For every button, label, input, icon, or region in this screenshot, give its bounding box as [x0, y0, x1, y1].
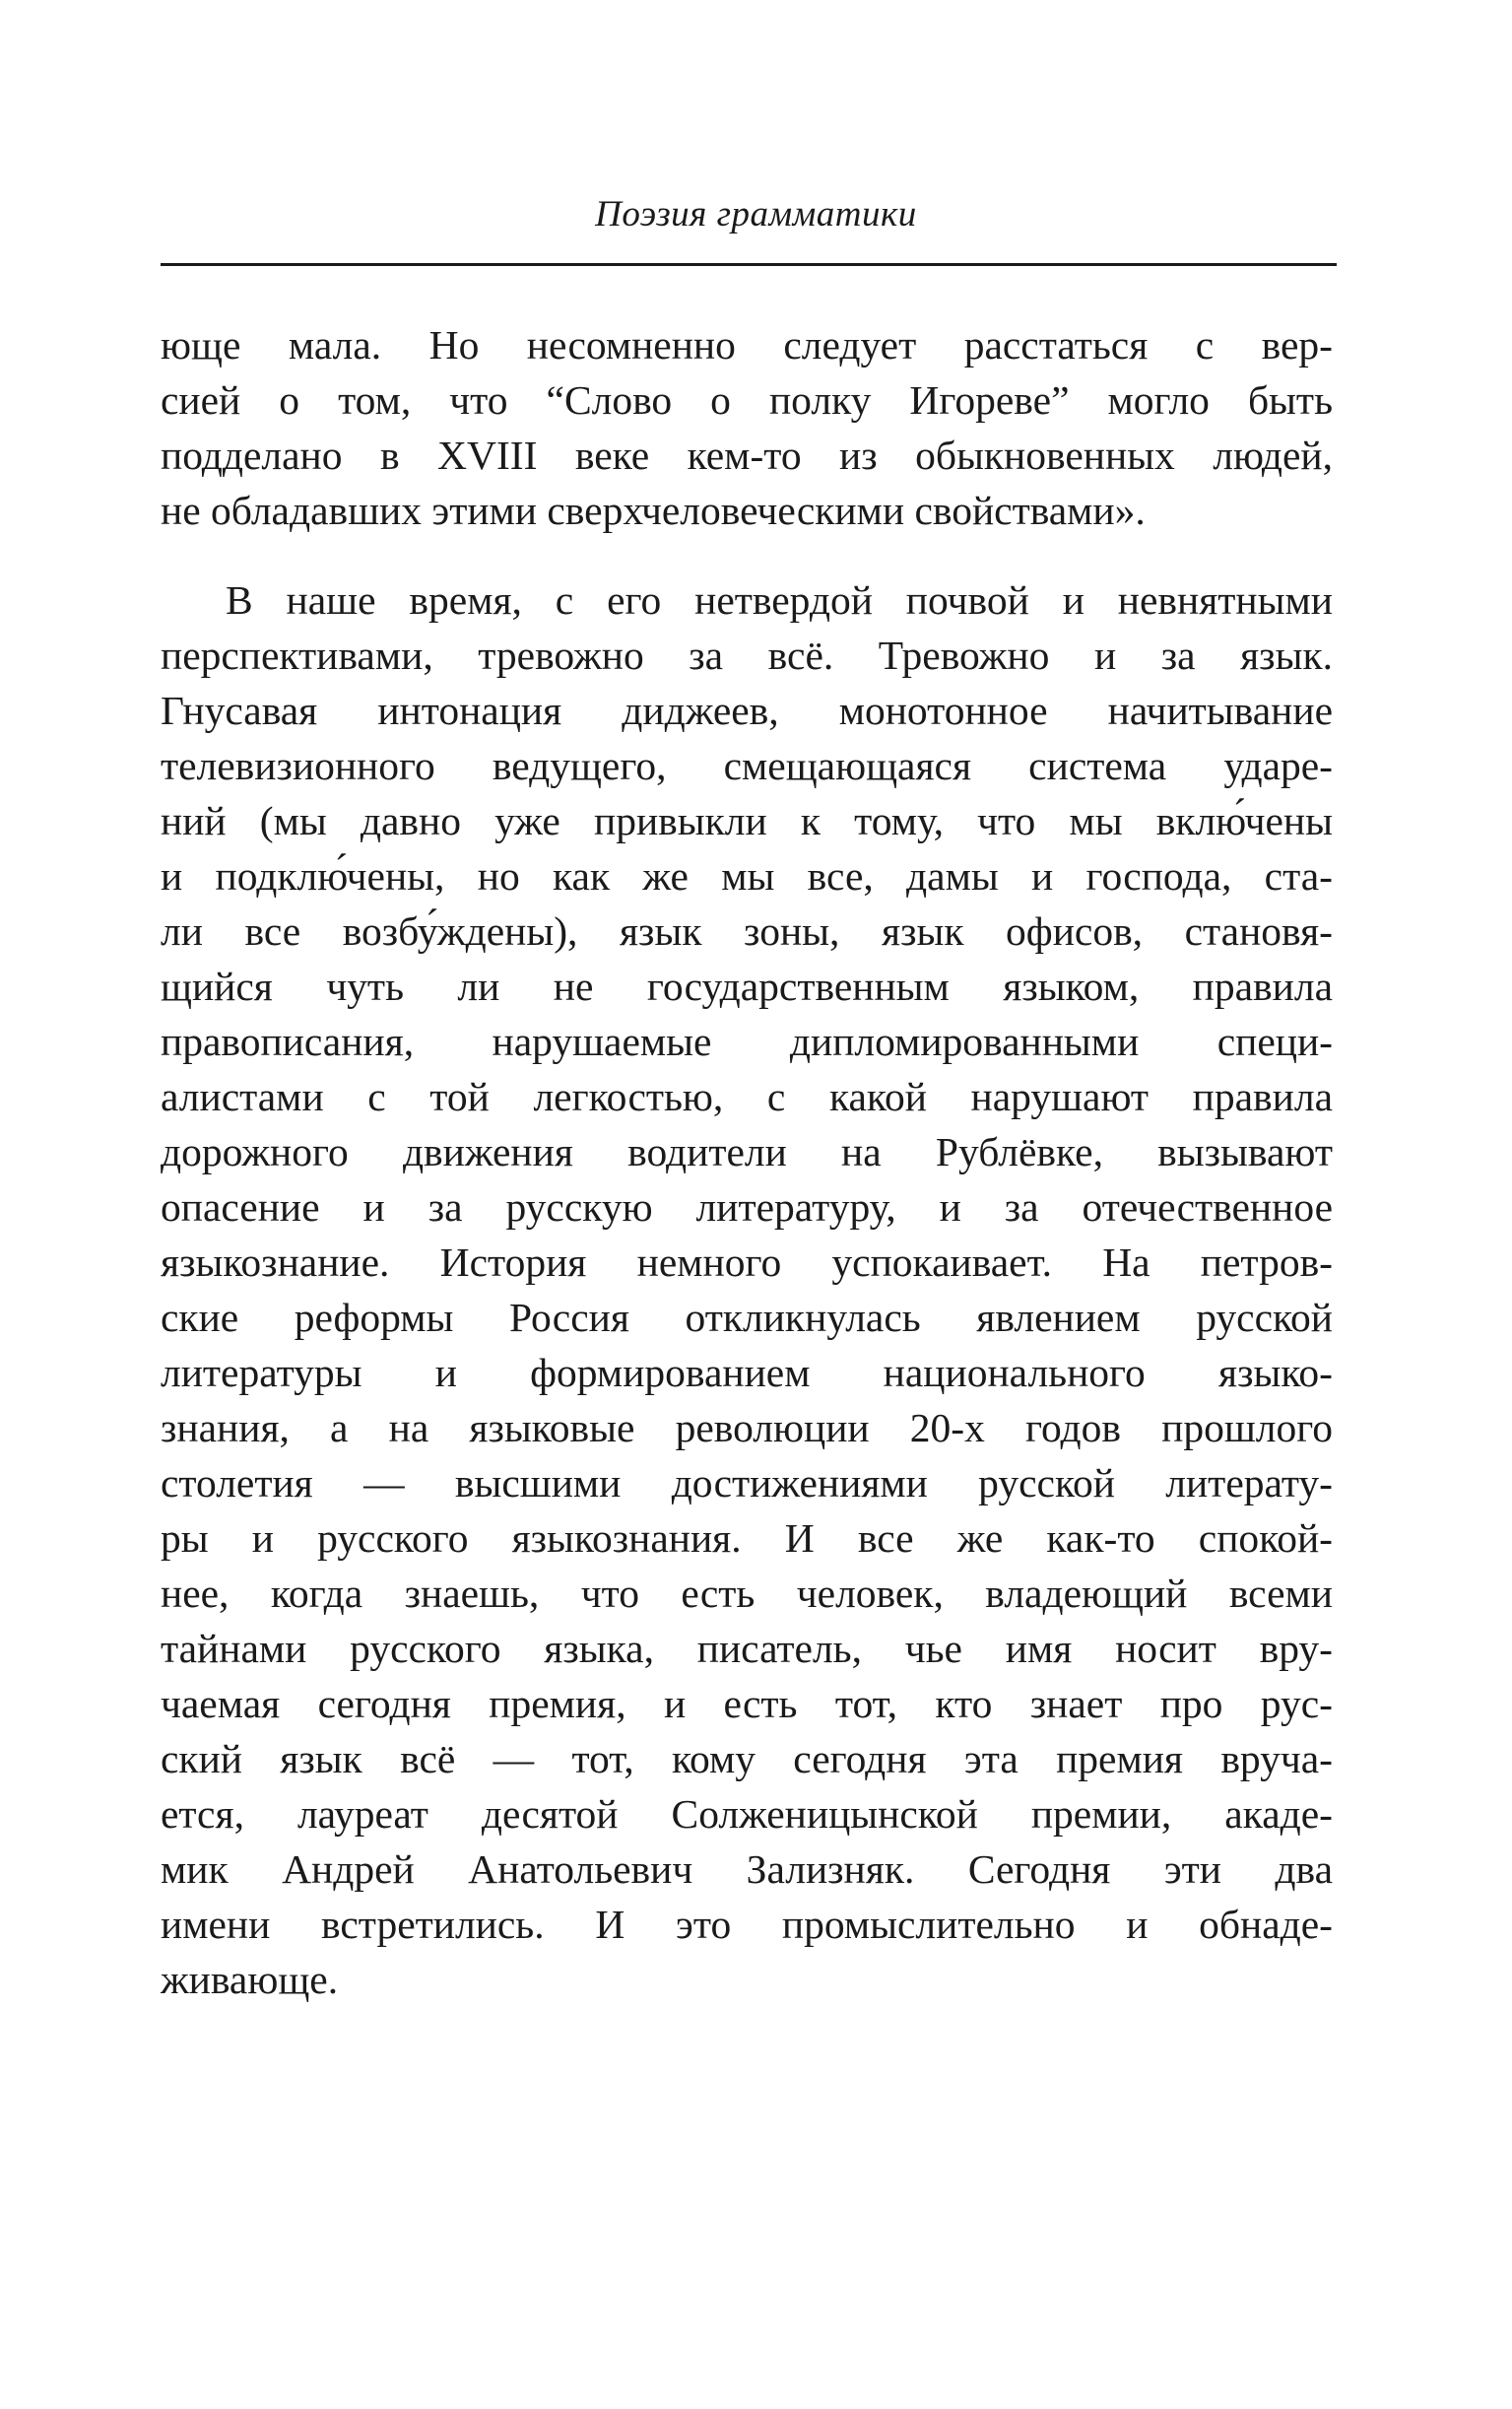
text-line: перспективами, тревожно за всё. Тревожно и за язык.	[161, 633, 1333, 678]
text-line: столетия — высшими достижениями русской литерату-	[161, 1460, 1333, 1506]
page-body	[161, 317, 1333, 2007]
running-head: Поэзия грамматики	[595, 194, 917, 234]
text-line: тайнами русского языка, писатель, чье имя носит вру-	[161, 1626, 1333, 1671]
text-line: Гнусавая интонация диджеев, монотонное начитывание	[161, 688, 1333, 733]
text-line: языкознание. История немного успокаивает. На петров-	[161, 1239, 1333, 1285]
text-line: опасение и за русскую литературу, и за отечественное	[161, 1184, 1333, 1230]
text-line: и подклю́чены, но как же мы все, дамы и господа, ста-	[161, 853, 1333, 899]
text-line: юще мала. Но несомненно следует расстаться с вер-	[161, 322, 1333, 368]
text-line: алистами с той легкостью, с какой нарушают правила	[161, 1074, 1333, 1119]
text-line: дорожного движения водители на Рублёвке, вызывают	[161, 1129, 1333, 1174]
text-line: телевизионного ведущего, смещающаяся система ударе-	[161, 743, 1333, 788]
text-line: ры и русского языкознания. И все же как-то спокой-	[161, 1515, 1333, 1561]
paragraph-gap	[161, 538, 1333, 572]
text-line: ский язык всё — тот, кому сегодня эта премия вруча-	[161, 1736, 1333, 1781]
text-line: подделано в XVIII веке кем-то из обыкновенных людей,	[161, 433, 1333, 478]
text-line: знания, а на языковые революции 20-х годов прошлого	[161, 1405, 1333, 1450]
text-line: чаемая сегодня премия, и есть тот, кто знает про рус-	[161, 1681, 1333, 1726]
text-line: щийся чуть ли не государственным языком, правила	[161, 964, 1333, 1009]
header-rule	[161, 263, 1337, 266]
text-line: живающе.	[161, 1957, 339, 2002]
text-line: не обладавших этими сверхчеловеческими свойствами».	[161, 488, 1146, 533]
text-line: сией о том, что “Слово о полку Игореве” могло быть	[161, 377, 1333, 423]
text-line: ские реформы Россия откликнулась явлением русской	[161, 1295, 1333, 1340]
text-line: В наше время, с его нетвердой почвой и невнятными	[226, 577, 1333, 623]
paragraph	[161, 572, 1333, 2007]
text-line: мик Андрей Анатольевич Зализняк. Сегодня эти два	[161, 1846, 1333, 1892]
text-line: ли все возбу́ждены), язык зоны, язык офисов, становя-	[161, 908, 1333, 954]
text-line: ний (мы давно уже привыкли к тому, что мы вклю́чены	[161, 798, 1333, 843]
text-line: правописания, нарушаемые дипломированными специ-	[161, 1019, 1333, 1064]
text-line: ется, лауреат десятой Солженицынской премии, акаде-	[161, 1791, 1333, 1837]
text-line: литературы и формированием национального языко-	[161, 1350, 1333, 1395]
text-line: имени встретились. И это промыслительно и обнаде-	[161, 1902, 1333, 1947]
text-line: нее, когда знаешь, что есть человек, владеющий всеми	[161, 1571, 1333, 1616]
paragraph	[161, 317, 1333, 538]
